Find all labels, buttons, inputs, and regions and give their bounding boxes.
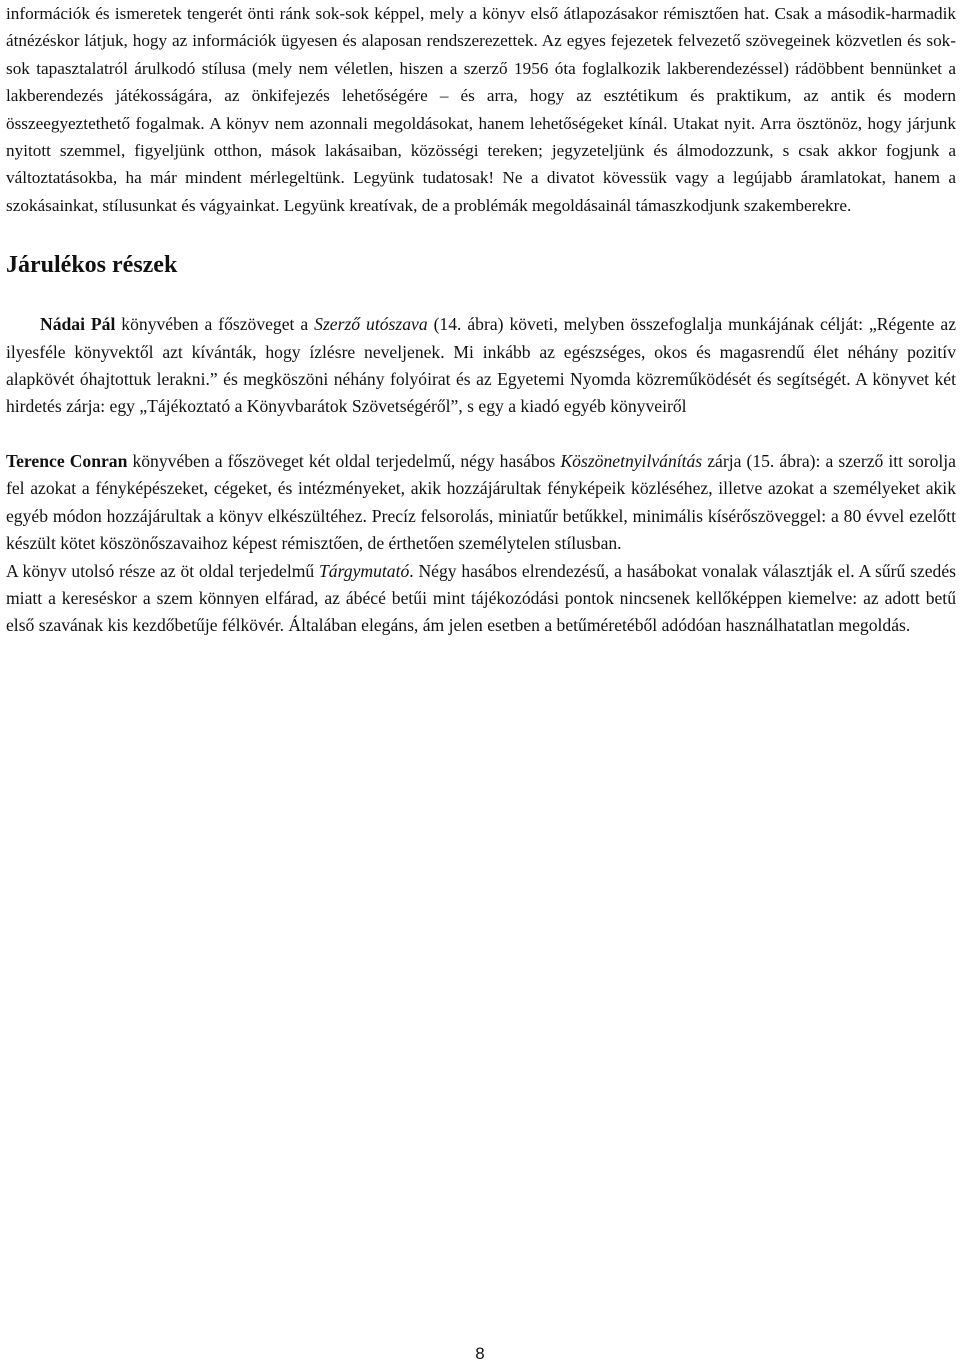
intro-paragraph [6, 0, 956, 219]
index-text-2: . Négy hasábos elrendezésű, a hasábokat vonalak választják el. A sűrű szedés miatt a kereséskor a szem könnyen elfárad, az ábécé betűi mint tájékozódási pontok nincsenek kellőképpen kiemelve: az adott betű első szavának kis kezdőbetűje félkövér. Általában elegáns, ám jelen esetben a betűméretéből adódóan használhatatlan megoldás. [6, 560, 956, 636]
document-page [6, 0, 956, 640]
index-paragraph [6, 558, 956, 640]
index-section-title: Tárgymutató [319, 560, 410, 581]
paragraph-gap [6, 421, 956, 448]
conran-paragraph [6, 448, 956, 558]
intro-text-a: információk és ismeretek tengerét önti ránk sok-sok képpel, mely a könyv első átlapozásakor rémisztően hat. Csak a második-harmadik átnézéskor látjuk, hogy az információk ügyesen és alaposan rendszerezettek. [6, 4, 956, 51]
index-text-1: A könyv utolsó része az öt oldal terjedelmű [6, 560, 319, 581]
author-name-nadai: Nádai Pál [40, 314, 116, 335]
conran-text-1: könyvében a főszöveget két oldal terjedelmű, négy hasábos [127, 450, 561, 471]
nadai-text-2: (14. ábra) követi, melyben összefoglalja munkájának célját: „Régente az ilyesféle könyvektől azt kívánták, hogy ízlésre neveljenek. Mi inkább az egészséges, okos és magasrendű élet néhány pozitív alapkövét óhajtottuk lerakni.” és megköszöni néhány folyóirat és az Egyetemi Nyomda közreműködését és segítségét. A könyvet két hirdetés zárja: egy „Tájékoztató a Könyvbarátok Szövetségéről”, s egy a kiadó egyéb könyveiről [6, 314, 957, 417]
nadai-text-1: könyvében a főszöveget a [115, 314, 315, 335]
page-number: 8 [475, 1344, 485, 1363]
nadai-book-section-title: Szerző utószava [314, 314, 428, 335]
nadai-paragraph [6, 311, 956, 421]
section-heading: Járulékos részek [6, 252, 178, 279]
conran-text-2: zárja (15. ábra): a szerző itt sorolja fel azokat a fényképészeket, cégeket, és intézményeket, akik hozzájárultak fényképeik közléséhez, illetve azokat a személyeket akik egyéb módon hozzájárultak a könyv elkészültéhez. Precíz felsorolás, miniatűr betűkkel, minimális kísérőszöveggel: a 80 évvel ezelőtt készült kötet köszönőszavaihoz képest rémisztően, de érthetően személytelen stílusban. [6, 450, 956, 554]
conran-book-section-title: Köszönetnyilvánítás [560, 450, 703, 471]
intro-text-b: Az egyes fejezetek felvezető szövegeinek közvetlen és sok-sok tapasztalatról árulkodó stílusa (mely nem véletlen, hiszen a szerző 1956 óta foglalkozik lakberendezéssel) rádöbbent bennünket a lakberendezés játékosságára, az önkifejezés lehetőségére – és arra, hogy az esztétikum és praktikum, az antik és modern összeegyeztethető fogalmak. A könyv nem azonnali megoldásokat, hanem lehetőségeket kínál. Utakat nyit. Arra ösztönöz, hogy járjunk nyitott szemmel, figyeljünk otthon, mások lakásaiban, közösségi tereken; jegyzeteljünk és álmodozzunk, s csak akkor fogjunk a változtatásokba, ha már mindent mérlegeltünk. Legyünk tudatosak! Ne a divatot kövessük vagy a legújabb áramlatokat, hanem a szokásainkat, stílusunkat és vágyainkat. Legyünk kreatívak, de a problémák megoldásainál támaszkodjunk szakemberekre. [6, 31, 956, 215]
author-name-conran: Terence Conran [6, 450, 128, 471]
